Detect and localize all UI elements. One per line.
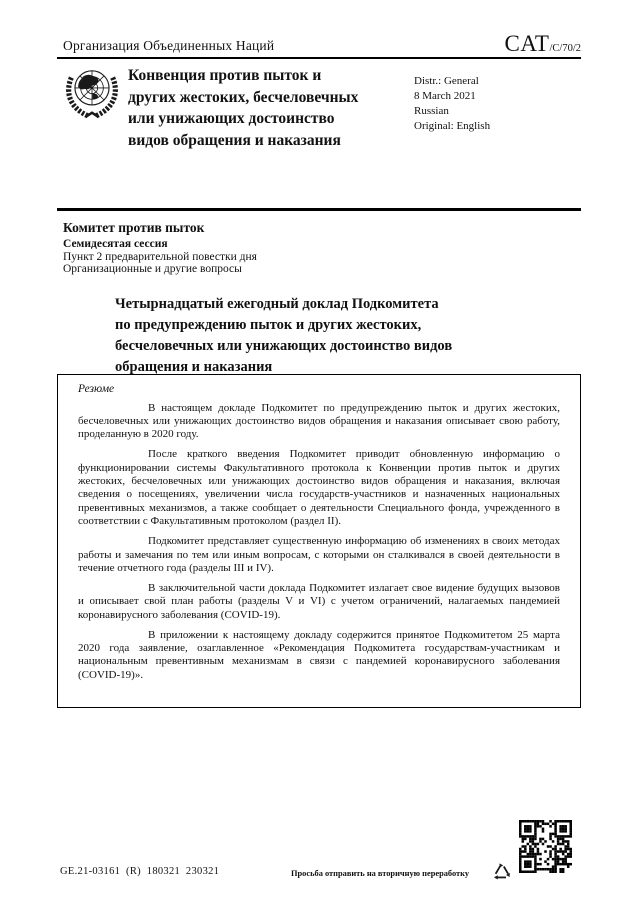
convention-title-line: видов обращения и наказания — [128, 131, 341, 149]
convention-title-line: или унижающих достоинство — [128, 110, 335, 127]
summary-paragraph: В приложении к настоящему докладу содержится принятое Подкомитетом 25 марта 2020 года заявление, озаглавленное «Рекомендация Подкомитета государствам-участникам и национальным превентивным механизмам в связи с пандемией коронавирусного заболевания (COVID-19)». — [78, 628, 560, 681]
document-symbol-main: CAT — [504, 31, 550, 56]
agenda-item: Пункт 2 предварительной повестки дня — [63, 251, 257, 263]
convention-title-line: других жестоких, бесчеловечных — [128, 88, 359, 106]
convention-title — [128, 65, 413, 151]
document-language: Russian — [414, 105, 449, 117]
organization-name: Организация Объединенных Наций — [63, 38, 275, 53]
summary-paragraph: После краткого введения Подкомитет приводит обновленную информацию о функционировании системы Факультативного протокола к Конвенции против пыток и других жестоких, бесчеловечных или унижающих достоинство видов обращения и наказания, включая сведения о посещениях, увеличении числа государств-участников и назначенных национальных превентивных механизмов, а также сообщает о деятельности Специального фонда, учрежденного в соответствии с Факультативным протоколом (раздел II). — [78, 448, 560, 528]
committee-name: Комитет против пыток — [63, 220, 205, 235]
header-rule — [57, 57, 581, 59]
recycle-icon — [491, 860, 512, 881]
session-number: Семидесятая сессия — [63, 238, 168, 250]
summary-label: Резюме — [78, 383, 115, 395]
qr-code — [519, 820, 572, 873]
summary-box — [57, 374, 581, 708]
report-title-line: бесчеловечных или унижающих достоинство видов — [115, 338, 453, 354]
document-symbol — [505, 31, 581, 57]
summary-paragraph: В заключительной части доклада Подкомитет излагает свое видение будущих вызовов и описывает свой план работы (разделы V и VI) с учетом ограничений, налагаемых пандемией коронавирусного заболевания (COVID-19). — [78, 581, 560, 621]
ge-document-code: GE.21-03161 (R) 180321 230321 — [60, 866, 220, 877]
document-symbol-suffix: /C/70/2 — [549, 43, 581, 54]
distribution-type: Distr.: General — [414, 75, 479, 87]
convention-title-line: Конвенция против пыток и — [128, 67, 322, 84]
original-language: Original: English — [414, 120, 491, 132]
summary-paragraph: Подкомитет представляет существенную информацию об изменениях в своих методах работы и замечания по тем или иным вопросам, с которыми он сталкивался в своей деятельности в течение отчетного года (разделы III и IV). — [78, 535, 560, 574]
distribution-block — [414, 74, 490, 134]
un-emblem-icon — [61, 62, 123, 120]
recycle-note: Просьба отправить на вторичную переработку — [291, 869, 470, 878]
report-title — [115, 294, 535, 378]
masthead-rule — [57, 208, 581, 211]
document-date: 8 March 2021 — [414, 90, 476, 102]
agenda-topic: Организационные и другие вопросы — [63, 263, 242, 275]
report-title-line: обращения и наказания — [115, 359, 273, 375]
report-title-line: по предупреждению пыток и других жестоких, — [115, 317, 422, 333]
summary-paragraph: В настоящем докладе Подкомитет по предупреждению пыток и других жестоких, бесчеловечных или унижающих достоинство видов обращения и наказания описывает свою работу, проделанную в 2020 году. — [78, 401, 560, 441]
report-title-line: Четырнадцатый ежегодный доклад Подкомитета — [115, 296, 439, 312]
